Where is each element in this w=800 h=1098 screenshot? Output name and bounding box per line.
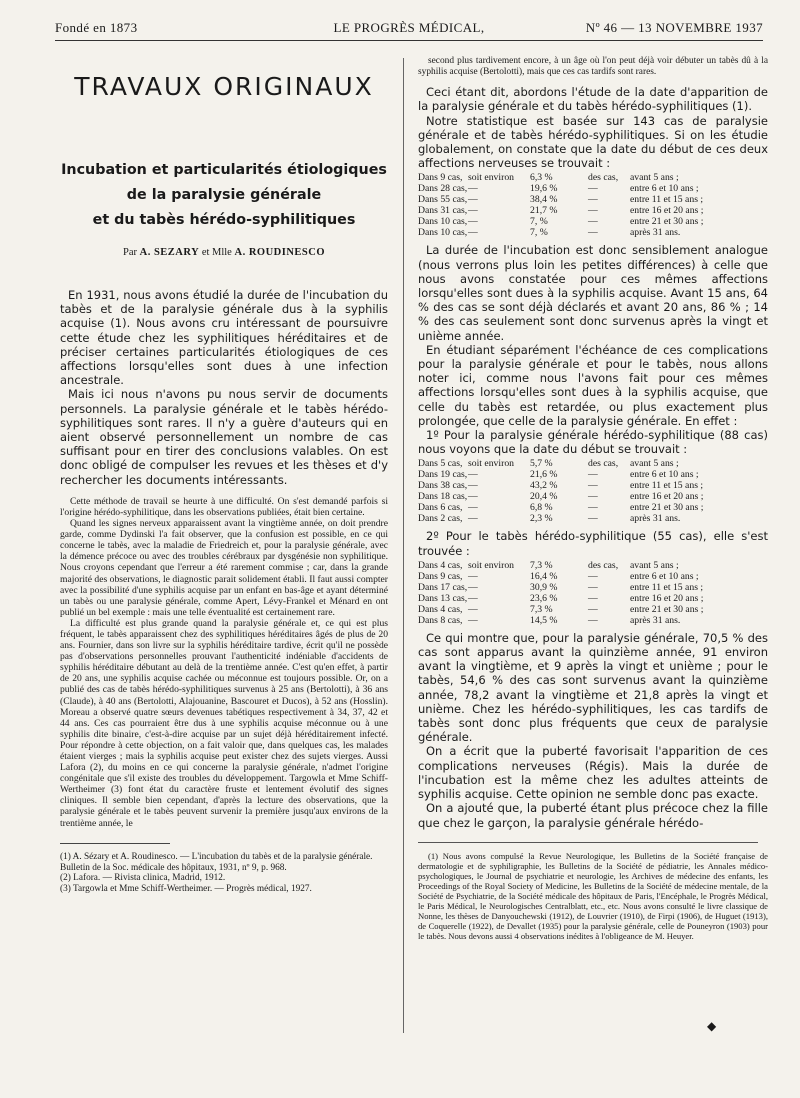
- table-row: [418, 560, 768, 571]
- table-cell: —: [588, 194, 598, 206]
- table-cell: Dans 6 cas,: [418, 502, 463, 514]
- table-cell: Dans 2 cas,: [418, 513, 463, 525]
- table-row: [418, 491, 768, 502]
- section-title: TRAVAUX ORIGINAUX: [74, 72, 374, 101]
- body-paragraph: Ce qui montre que, pour la paralysie générale, 70,5 % des cas sont apparus avant la quinzième année, 91 environ avant la vingtième, et 9 après la vingt et unième ; pour le tabès, 54,6 % des cas sont survenus avant la quinzième année, 78,2 avant la vingtième et 21,8 après la vingt et unième. Chez les hérédo-syphilitiques, les cas tardifs de tabès sont donc plus fréquents que ceux de paralysie générale.: [418, 630, 768, 745]
- table-row: [418, 513, 768, 524]
- table-cell: entre 6 et 10 ans ;: [630, 469, 699, 481]
- body-paragraph: En étudiant séparément l'échéance de ces complications pour la paralysie générale et pour le tabès, nous allons noter ici, comme nous l'avons fait pour ces mêmes affections lorsqu'elles sont dues à la syphilis acquise, que celle du tabès est retardée, ou plus exactement plus prolongée, que celle de la paralysie générale. En effet :: [418, 342, 768, 428]
- table-cell: Dans 38 cas,: [418, 480, 468, 492]
- table-cell: entre 11 et 15 ans ;: [630, 581, 704, 593]
- footnote: (1) A. Sézary et A. Roudinesco. — L'incubation du tabès et de la paralysie générale. Bulletin de la Soc. médicale des hôpitaux, 1931, nº 9, p. 968.: [60, 851, 373, 873]
- intro-paragraph: En 1931, nous avons étudié la durée de l'incubation du tabès et de la paralysie générale dus à la syphilis acquise (1). Nous avons cru intéressant de poursuivre cette étude chez les syphilitiques héréditaires et de préciser certaines particularités étiologiques de ces affections lorsqu'elles sont dues à une infection ancestrale.: [60, 288, 388, 388]
- table-cell: 6,3 %: [530, 172, 553, 184]
- table-cell: Dans 13 cas,: [418, 592, 468, 604]
- table-cell: 7, %: [530, 227, 548, 239]
- table-cell: 14,5 %: [530, 614, 558, 626]
- table-cell: 7,3 %: [530, 603, 553, 615]
- body-paragraph: On a écrit que la puberté favorisait l'apparition de ces complications nerveuses (Régis). Mais la durée de l'incubation est la même chez les adultes atteints de syphilis acquise. Cette opinion ne semble donc pas exacte.: [418, 744, 768, 802]
- author-2: A. ROUDINESCO: [234, 247, 325, 258]
- table-row: [418, 183, 768, 194]
- table-row: [418, 604, 768, 615]
- table-cell: —: [468, 480, 478, 492]
- table-cell: —: [468, 614, 478, 626]
- table-cell: soit environ: [468, 559, 515, 571]
- table-cell: —: [468, 469, 478, 481]
- body-paragraph: La difficulté est plus grande quand la paralysie générale et, ce qui est plus fréquent, le tabès apparaissent chez des syphilitiques héréditaires âgés de plus de 20 ans. Fournier, dans son livre sur la syphilis héréditaire tardive, écrit qu'il ne possède pas d'observations personnelles prouvant l'authenticité indéniable d'accidents de syphilis héréditaire débutant au delà de la trentième année. C'est qu'en effet, à partir de 20 ans, une syphilis acquise cachée ou méconnue est toujours possible. Or, on a publié des cas de tabès hérédo-syphilitiques survenus à 25 ans (Bertolotti), à 36 ans (Claude), à 40 ans (Bertolotti, Alajouanine, Bascouret et Ducos), à 52 ans (Hosslin). Moreau a observé quatre sœurs devenues tabétiques respectivement à 34, 37, 42 et 44 ans. Ces cas pourraient être dus à une syphilis acquise méconnue ou à une syphilis dite binaire, c'est-à-dire acquise par un sujet déjà héréditairement infecté. Pour répondre à cette objection, on a fait valoir que, dans quelques cas, les malades étaient vierges ; mais la syphilis acquise peut exister chez des sujets vierges. Aussi Lafora (2), du moins en ce qui concerne la paralysie générale, n'admet l'origine congénitale que s'il existe des troubles du développement. Targowla et Mme Schiff-Wertheimer (3) font état du caractère fruste et lentement évolutif des signes cliniques. Il semble bien cependant, d'après la lecture des observations, que la paralysie générale et le tabès peuvent survenir la première jusqu'aux environs de la trentième année, le: [60, 617, 388, 829]
- table-cell: Dans 55 cas,: [418, 194, 468, 206]
- right-column: [418, 56, 768, 942]
- byline-prefix: Par: [123, 247, 137, 258]
- table-cell: —: [468, 603, 478, 615]
- journal-name: LE PROGRÈS MÉDICAL,: [333, 20, 485, 35]
- table-cell: soit environ: [468, 458, 515, 470]
- table-row: [418, 227, 768, 238]
- table-cell: après 31 ans.: [630, 513, 681, 525]
- body-paragraph: second plus tardivement encore, à un âge où l'on peut déjà voir débuter un tabès dû à la syphilis acquise (Bertolotti), mais que ces cas tardifs sont rares.: [418, 56, 768, 77]
- table-cell: —: [468, 194, 478, 206]
- table-cell: 21,6 %: [530, 469, 558, 481]
- table-row: [418, 194, 768, 205]
- table-cell: entre 21 et 30 ans ;: [630, 502, 704, 514]
- body-paragraph: La durée de l'incubation est donc sensiblement analogue (nous verrons plus loin les petites différences) à celle que nous avons constatée pour ces mêmes affections lorsqu'elles sont dues à la syphilis acquise. Avant 15 ans, 64 % des cas se sont déjà déclarés et avant 20 ans, 86 % ; 14 % des cas seulement sont donc survenus après la vingt et unième année.: [418, 243, 768, 343]
- table-cell: Dans 9 cas,: [418, 172, 463, 184]
- table-cell: 7, %: [530, 216, 548, 228]
- table-cell: 2,3 %: [530, 513, 553, 525]
- end-ornament: ◆: [707, 1019, 717, 1033]
- table-cell: —: [588, 469, 598, 481]
- table-cell: —: [588, 570, 598, 582]
- table-cell: Dans 8 cas,: [418, 614, 463, 626]
- table-cell: entre 11 et 15 ans ;: [630, 480, 704, 492]
- table-cell: soit environ: [468, 172, 515, 184]
- table-cell: entre 16 et 20 ans ;: [630, 491, 704, 503]
- table-cell: —: [588, 183, 598, 195]
- table-cell: —: [468, 581, 478, 593]
- stats-table-overall: [418, 172, 768, 238]
- body-paragraph: Ceci étant dit, abordons l'étude de la date d'apparition de la paralysie générale et du tabès hérédo-syphilitiques (1).: [418, 85, 768, 114]
- table-row: [418, 615, 768, 626]
- table-cell: —: [588, 491, 598, 503]
- stats-table-paralysis: [418, 458, 768, 524]
- article-title-line: de la paralysie générale: [126, 187, 322, 203]
- table-row: [418, 480, 768, 491]
- table-cell: 19,6 %: [530, 183, 558, 195]
- table-cell: —: [588, 581, 598, 593]
- author-1: A. SEZARY: [139, 247, 200, 258]
- table-cell: entre 16 et 20 ans ;: [630, 592, 704, 604]
- table-cell: —: [468, 227, 478, 239]
- table-cell: 23,6 %: [530, 592, 558, 604]
- table-row: [418, 469, 768, 480]
- footnote: (3) Targowla et Mme Schiff-Wertheimer. — Progrès médical, 1927.: [60, 884, 312, 895]
- table-cell: Dans 31 cas,: [418, 205, 468, 217]
- table-cell: Dans 5 cas,: [418, 458, 463, 470]
- table-cell: Dans 10 cas,: [418, 227, 468, 239]
- table-cell: entre 21 et 30 ans ;: [630, 603, 704, 615]
- table-cell: Dans 9 cas,: [418, 570, 463, 582]
- article-title: [60, 158, 388, 233]
- table-cell: 43,2 %: [530, 480, 558, 492]
- table-cell: 21,7 %: [530, 205, 558, 217]
- column-divider: [403, 58, 404, 1033]
- body-paragraph: 1º Pour la paralysie générale hérédo-syphilitique (88 cas) nous voyons que la date du début se trouvait :: [418, 428, 768, 457]
- table-cell: —: [588, 603, 598, 615]
- table-row: [418, 502, 768, 513]
- table-row: [418, 593, 768, 604]
- footnote: (1) Nous avons compulsé la Revue Neurologique, les Bulletins de la Société française de dermatologie et de syphiligraphie, les Bulletins de la Société de pédiatrie, les Annales médico-psychologiques, le Journal de psychiatrie et neurologie, les Archives de médecine des enfants, les Proceedings of the Royal Society of Medicine, les Bulletins de la Société de médecine mentale, de la Société de Psychiatrie, de la Société médicale des hôpitaux de Paris, l'Encéphale, le Progrès Médical, le Paris Médical, le Neurologisches Centralblatt, etc., etc. Nous avons consulté le livre classique de Nonne, les thèses de Danyouchewski (1912), de Louvrier (1910), de Firpi (1906), de Huguet (1913), de Coquerelle (1922), de Devallet (1935) pour la paralysie générale, celle de Pouneyron (1903) pour le tabès. Nous devons aussi 4 observations inédites à l'obligeance de M. Heuyer.: [418, 850, 768, 942]
- table-row: [418, 458, 768, 469]
- table-row: [418, 582, 768, 593]
- body-paragraph: Quand les signes nerveux apparaissent avant la vingtième année, on doit prendre garde, comme Dydinski l'a fait observer, que la confusion est possible, en ce qui concerne le tabès, avec la maladie de Friedreich et, pour la paralysie générale, avec la démence précoce ou avec des troubles cérébraux par dysgénésie non syphilitique. Nous croyons cependant que l'erreur a été rarement commise ; car, dans la grande majorité des observations, le diagnostic parait solidement établi. Il faut aussi compter avec la possibilité d'une syphilis acquise par un enfant en bas-âge et ayant déterminé un tabès ou une paralysie générale, comme Apert, Lévy-Frankel et Ménard en ont publié un bel exemple : mais une telle éventualité est certainement rare.: [60, 518, 388, 618]
- table-cell: entre 16 et 20 ans ;: [630, 205, 704, 217]
- article-title-line: et du tabès hérédo-syphilitiques: [92, 212, 356, 228]
- intro-paragraph: Mais ici nous n'avons pu nous servir de documents personnels. La paralysie générale et le tabès hérédo-syphilitiques sont rares. Il n'y a guère d'auteurs qui en aient observé personnellement un nombre de cas suffisant pour en tirer des conclusions valables. On est donc obligé de compulser les revues et les thèses et d'y rechercher les documents intéressants.: [60, 387, 388, 487]
- table-row: [418, 216, 768, 227]
- byline-mid: et Mlle: [201, 247, 232, 258]
- table-cell: entre 21 et 30 ans ;: [630, 216, 704, 228]
- table-cell: après 31 ans.: [630, 614, 681, 626]
- table-cell: 6,8 %: [530, 502, 553, 514]
- table-cell: —: [468, 570, 478, 582]
- footnote-rule: [60, 843, 170, 844]
- table-cell: avant 5 ans ;: [630, 172, 679, 184]
- body-paragraph: 2º Pour le tabès hérédo-syphilitique (55 cas), elle s'est trouvée :: [418, 529, 768, 558]
- table-cell: des cas,: [588, 559, 619, 571]
- table-cell: avant 5 ans ;: [630, 559, 679, 571]
- table-cell: avant 5 ans ;: [630, 458, 679, 470]
- table-cell: —: [468, 502, 478, 514]
- table-row: [418, 172, 768, 183]
- table-cell: —: [468, 205, 478, 217]
- table-cell: Dans 4 cas,: [418, 559, 463, 571]
- table-cell: Dans 4 cas,: [418, 603, 463, 615]
- header-founded: Fondé en 1873: [55, 20, 138, 35]
- issue-date: Nº 46 — 13 NOVEMBRE 1937: [585, 20, 763, 35]
- table-cell: —: [588, 513, 598, 525]
- table-cell: —: [468, 183, 478, 195]
- table-cell: —: [468, 592, 478, 604]
- table-cell: Dans 17 cas,: [418, 581, 468, 593]
- table-cell: 16,4 %: [530, 570, 558, 582]
- table-cell: entre 6 et 10 ans ;: [630, 570, 699, 582]
- table-cell: —: [588, 227, 598, 239]
- table-cell: après 31 ans.: [630, 227, 681, 239]
- running-header: [55, 20, 763, 41]
- table-row: [418, 571, 768, 582]
- table-cell: —: [588, 205, 598, 217]
- byline: [60, 247, 388, 258]
- table-cell: des cas,: [588, 458, 619, 470]
- footnote: (2) Lafora. — Rivista clinica, Madrid, 1912.: [60, 873, 226, 884]
- table-row: [418, 205, 768, 216]
- left-column: [60, 56, 388, 895]
- article-title-line: Incubation et particularités étiologiques: [61, 162, 387, 178]
- table-cell: des cas,: [588, 172, 619, 184]
- table-cell: —: [588, 216, 598, 228]
- table-cell: —: [468, 216, 478, 228]
- table-cell: Dans 10 cas,: [418, 216, 468, 228]
- table-cell: Dans 19 cas,: [418, 469, 468, 481]
- table-cell: 30,9 %: [530, 581, 558, 593]
- table-cell: —: [588, 614, 598, 626]
- table-cell: entre 6 et 10 ans ;: [630, 183, 699, 195]
- table-cell: 20,4 %: [530, 491, 558, 503]
- table-cell: —: [468, 513, 478, 525]
- table-cell: —: [588, 480, 598, 492]
- body-paragraph: On a ajouté que, la puberté étant plus précoce chez la fille que chez le garçon, la paralysie générale hérédo-: [418, 801, 768, 830]
- table-cell: 38,4 %: [530, 194, 558, 206]
- table-cell: —: [588, 592, 598, 604]
- table-cell: entre 11 et 15 ans ;: [630, 194, 704, 206]
- body-paragraph: Cette méthode de travail se heurte à une difficulté. On s'est demandé parfois si l'origine hérédo-syphilitique, dans les observations publiées, était bien certaine.: [60, 495, 388, 518]
- table-cell: Dans 28 cas,: [418, 183, 468, 195]
- stats-table-tabes: [418, 560, 768, 626]
- footnote-rule: [418, 842, 758, 843]
- table-cell: —: [588, 502, 598, 514]
- table-cell: Dans 18 cas,: [418, 491, 468, 503]
- table-cell: 7,3 %: [530, 559, 553, 571]
- table-cell: 5,7 %: [530, 458, 553, 470]
- table-cell: —: [468, 491, 478, 503]
- body-paragraph: Notre statistique est basée sur 143 cas de paralysie générale et de tabès hérédo-syphilitiques. Si on les étudie globalement, on constate que la date du début de ces deux affections nerveuses se trouvait :: [418, 113, 768, 171]
